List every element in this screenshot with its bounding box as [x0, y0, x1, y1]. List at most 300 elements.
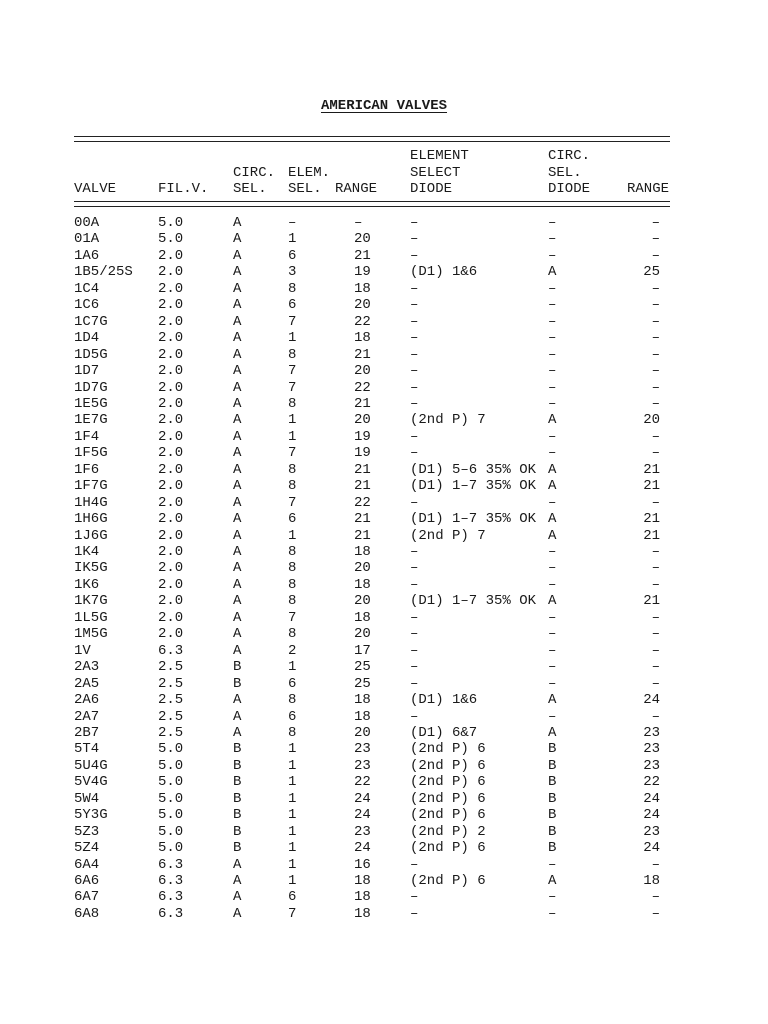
cell-circ-sel-diode: A	[548, 412, 557, 429]
cell-elem-sel: 7	[288, 445, 297, 462]
cell-element-select-diode: (2nd P) 6	[410, 840, 486, 857]
cell-elem-sel: 1	[288, 527, 297, 544]
cell-fil-v: 2.0	[158, 297, 184, 314]
cell-range: 24	[354, 807, 371, 824]
cell-range-2: 24	[643, 807, 660, 824]
cell-range-2: –	[651, 379, 660, 396]
cell-elem-sel: –	[288, 215, 297, 231]
cell-circ-sel: A	[233, 889, 242, 906]
cell-circ-sel: B	[233, 757, 242, 774]
cell-fil-v: 2.0	[158, 511, 184, 528]
cell-circ-sel: A	[233, 297, 242, 314]
cell-elem-sel: 6	[288, 247, 297, 264]
cell-range: 21	[354, 511, 371, 528]
cell-elem-sel: 1	[288, 807, 297, 824]
cell-range: 20	[354, 626, 371, 643]
cell-elem-sel: 1	[288, 856, 297, 873]
cell-circ-sel: A	[233, 428, 242, 445]
cell-circ-sel-diode: A	[548, 461, 557, 478]
cell-fil-v: 6.3	[158, 873, 184, 889]
cell-range: 19	[354, 264, 371, 281]
cell-range-2: –	[651, 905, 660, 922]
cell-elem-sel: 1	[288, 659, 297, 676]
cell-circ-sel: A	[233, 724, 242, 741]
cell-circ-sel: B	[233, 659, 242, 676]
cell-range-2: –	[651, 215, 660, 231]
cell-elem-sel: 8	[288, 461, 297, 478]
cell-circ-sel: A	[233, 264, 242, 281]
cell-elem-sel: 8	[288, 544, 297, 560]
cell-circ-sel-diode: –	[548, 313, 557, 330]
cell-circ-sel-diode: –	[548, 856, 557, 873]
cell-element-select-diode: –	[410, 247, 419, 264]
cell-elem-sel: 7	[288, 494, 297, 511]
cell-range-2: –	[651, 576, 660, 593]
cell-circ-sel-diode: A	[548, 724, 557, 741]
cell-range: 21	[354, 478, 371, 495]
cell-valve: 6A7	[74, 889, 100, 906]
cell-element-select-diode: –	[410, 642, 419, 659]
cell-range-2: 23	[643, 741, 660, 758]
cell-range: 22	[354, 774, 371, 791]
cell-circ-sel: A	[233, 313, 242, 330]
cell-circ-sel: A	[233, 363, 242, 380]
cell-element-select-diode: (2nd P) 6	[410, 790, 486, 807]
cell-fil-v: 2.0	[158, 264, 184, 281]
cell-elem-sel: 8	[288, 560, 297, 577]
cell-element-select-diode: –	[410, 428, 419, 445]
cell-fil-v: 2.0	[158, 544, 184, 560]
cell-range-2: –	[651, 231, 660, 248]
cell-circ-sel-diode: B	[548, 840, 557, 857]
cell-elem-sel: 3	[288, 264, 297, 281]
cell-valve: 1E7G	[74, 412, 108, 429]
header-select: SELECT	[410, 164, 461, 181]
cell-elem-sel: 7	[288, 363, 297, 380]
cell-range-2: –	[651, 494, 660, 511]
cell-valve: 1D7	[74, 363, 100, 380]
cell-fil-v: 2.0	[158, 412, 184, 429]
cell-circ-sel: A	[233, 330, 242, 347]
cell-range-2: –	[651, 280, 660, 297]
cell-circ-sel: A	[233, 576, 242, 593]
cell-elem-sel: 1	[288, 823, 297, 840]
page-title: AMERICAN VALVES	[320, 98, 448, 114]
cell-fil-v: 5.0	[158, 215, 184, 231]
cell-circ-sel-diode: –	[548, 215, 557, 231]
cell-element-select-diode: (D1) 6&7	[410, 724, 478, 741]
cell-elem-sel: 8	[288, 478, 297, 495]
cell-valve: 1D5G	[74, 346, 108, 363]
cell-circ-sel-diode: A	[548, 511, 557, 528]
cell-circ-sel: A	[233, 905, 242, 922]
cell-elem-sel: 7	[288, 905, 297, 922]
cell-circ-sel-diode: B	[548, 741, 557, 758]
cell-range: 20	[354, 412, 371, 429]
cell-range-2: –	[651, 445, 660, 462]
cell-range: 21	[354, 346, 371, 363]
cell-element-select-diode: (D1) 1–7 35% OK	[410, 511, 537, 528]
cell-fil-v: 2.0	[158, 461, 184, 478]
cell-range-2: –	[651, 346, 660, 363]
cell-element-select-diode: –	[410, 560, 419, 577]
cell-circ-sel: A	[233, 494, 242, 511]
cell-fil-v: 2.0	[158, 609, 184, 626]
cell-element-select-diode: (D1) 5–6 35% OK	[410, 461, 537, 478]
cell-valve: 5Z4	[74, 840, 100, 857]
cell-element-select-diode: –	[410, 313, 419, 330]
cell-circ-sel: A	[233, 593, 242, 610]
cell-element-select-diode: –	[410, 395, 419, 412]
cell-elem-sel: 8	[288, 724, 297, 741]
cell-range-2: –	[651, 708, 660, 725]
cell-circ-sel-diode: A	[548, 873, 557, 889]
cell-fil-v: 2.0	[158, 593, 184, 610]
cell-valve: 1C7G	[74, 313, 108, 330]
cell-elem-sel: 1	[288, 412, 297, 429]
cell-fil-v: 2.0	[158, 346, 184, 363]
cell-circ-sel: B	[233, 840, 242, 857]
cell-elem-sel: 1	[288, 330, 297, 347]
cell-circ-sel: A	[233, 247, 242, 264]
cell-range-2: –	[651, 642, 660, 659]
cell-valve: 6A8	[74, 905, 100, 922]
cell-valve: 1D7G	[74, 379, 108, 396]
cell-fil-v: 2.0	[158, 247, 184, 264]
cell-elem-sel: 2	[288, 642, 297, 659]
header-sel-2: SEL.	[288, 181, 322, 197]
cell-elem-sel: 7	[288, 609, 297, 626]
cell-range-2: –	[651, 313, 660, 330]
cell-circ-sel-diode: –	[548, 609, 557, 626]
cell-circ-sel-diode: –	[548, 445, 557, 462]
cell-valve: 1M5G	[74, 626, 108, 643]
cell-circ-sel: B	[233, 807, 242, 824]
cell-range-2: –	[651, 544, 660, 560]
cell-element-select-diode: –	[410, 330, 419, 347]
cell-range-2: 21	[643, 461, 660, 478]
cell-circ-sel-diode: –	[548, 428, 557, 445]
cell-valve: 5T4	[74, 741, 100, 758]
cell-valve: 6A6	[74, 873, 100, 889]
cell-element-select-diode: (D1) 1–7 35% OK	[410, 593, 537, 610]
cell-range-2: 23	[643, 757, 660, 774]
header-filv: FIL.V.	[158, 181, 209, 197]
cell-circ-sel-diode: –	[548, 346, 557, 363]
cell-element-select-diode: –	[410, 494, 419, 511]
cell-circ-sel-diode: –	[548, 642, 557, 659]
cell-fil-v: 2.5	[158, 692, 184, 709]
cell-range: 20	[354, 593, 371, 610]
cell-element-select-diode: (D1) 1&6	[410, 264, 478, 281]
cell-element-select-diode: (2nd P) 7	[410, 527, 486, 544]
cell-circ-sel: A	[233, 461, 242, 478]
header-range: RANGE	[335, 181, 378, 197]
header-element: ELEMENT	[410, 148, 469, 164]
cell-elem-sel: 7	[288, 379, 297, 396]
cell-range: 24	[354, 840, 371, 857]
cell-circ-sel-diode: A	[548, 478, 557, 495]
cell-circ-sel-diode: –	[548, 395, 557, 412]
cell-valve: 2A3	[74, 659, 100, 676]
cell-circ-sel-diode: A	[548, 692, 557, 709]
cell-valve: 1F4	[74, 428, 100, 445]
cell-range: 18	[354, 609, 371, 626]
cell-valve: 6A4	[74, 856, 100, 873]
cell-valve: 5W4	[74, 790, 100, 807]
cell-elem-sel: 7	[288, 313, 297, 330]
cell-elem-sel: 8	[288, 576, 297, 593]
cell-range-2: –	[651, 626, 660, 643]
cell-fil-v: 5.0	[158, 840, 184, 857]
cell-element-select-diode: –	[410, 445, 419, 462]
cell-range: 20	[354, 363, 371, 380]
cell-range-2: –	[651, 330, 660, 347]
cell-range-2: 21	[643, 478, 660, 495]
cell-range: 17	[354, 642, 371, 659]
cell-fil-v: 2.0	[158, 560, 184, 577]
header-diode-2: DIODE	[548, 181, 591, 197]
cell-fil-v: 6.3	[158, 905, 184, 922]
cell-circ-sel: A	[233, 544, 242, 560]
cell-circ-sel: A	[233, 609, 242, 626]
cell-element-select-diode: –	[410, 544, 419, 560]
cell-elem-sel: 1	[288, 774, 297, 791]
cell-circ-sel: A	[233, 856, 242, 873]
cell-circ-sel-diode: –	[548, 905, 557, 922]
cell-circ-sel-diode: –	[548, 247, 557, 264]
cell-range-2: –	[651, 659, 660, 676]
cell-circ-sel: A	[233, 560, 242, 577]
cell-range-2: –	[651, 609, 660, 626]
cell-fil-v: 6.3	[158, 889, 184, 906]
cell-circ-sel-diode: –	[548, 560, 557, 577]
cell-elem-sel: 1	[288, 741, 297, 758]
cell-range: 21	[354, 247, 371, 264]
cell-elem-sel: 8	[288, 626, 297, 643]
cell-element-select-diode: (2nd P) 2	[410, 823, 486, 840]
cell-circ-sel-diode: –	[548, 889, 557, 906]
cell-range: 21	[354, 395, 371, 412]
cell-element-select-diode: –	[410, 280, 419, 297]
cell-elem-sel: 8	[288, 692, 297, 709]
cell-fil-v: 5.0	[158, 757, 184, 774]
cell-element-select-diode: –	[410, 708, 419, 725]
cell-range-2: 23	[643, 823, 660, 840]
cell-range: 19	[354, 428, 371, 445]
cell-valve: 5V4G	[74, 774, 108, 791]
cell-circ-sel-diode: A	[548, 527, 557, 544]
cell-fil-v: 2.0	[158, 379, 184, 396]
cell-range: 20	[354, 724, 371, 741]
cell-elem-sel: 1	[288, 757, 297, 774]
cell-circ-sel-diode: –	[548, 576, 557, 593]
cell-circ-sel-diode: B	[548, 757, 557, 774]
cell-elem-sel: 8	[288, 346, 297, 363]
cell-circ-sel-diode: –	[548, 626, 557, 643]
cell-valve: 2A7	[74, 708, 100, 725]
cell-range-2: 20	[643, 412, 660, 429]
cell-range: 18	[354, 544, 371, 560]
header-valve: VALVE	[74, 181, 117, 197]
cell-range: 18	[354, 692, 371, 709]
cell-circ-sel: A	[233, 215, 242, 231]
cell-circ-sel: B	[233, 823, 242, 840]
cell-fil-v: 5.0	[158, 231, 184, 248]
cell-fil-v: 2.0	[158, 527, 184, 544]
cell-valve: IK5G	[74, 560, 108, 577]
cell-circ-sel-diode: A	[548, 264, 557, 281]
cell-fil-v: 6.3	[158, 856, 184, 873]
cell-circ-sel-diode: –	[548, 659, 557, 676]
cell-elem-sel: 6	[288, 511, 297, 528]
cell-circ-sel-diode: –	[548, 280, 557, 297]
cell-valve: 01A	[74, 231, 100, 248]
cell-fil-v: 2.5	[158, 675, 184, 692]
cell-valve: 2B7	[74, 724, 100, 741]
cell-circ-sel: A	[233, 445, 242, 462]
cell-range: 18	[354, 576, 371, 593]
cell-elem-sel: 8	[288, 280, 297, 297]
cell-range: 18	[354, 330, 371, 347]
cell-element-select-diode: (2nd P) 6	[410, 807, 486, 824]
cell-range-2: –	[651, 247, 660, 264]
cell-valve: 1K4	[74, 544, 100, 560]
cell-circ-sel: A	[233, 346, 242, 363]
cell-circ-sel-diode: A	[548, 593, 557, 610]
cell-element-select-diode: –	[410, 215, 419, 231]
cell-circ-sel: A	[233, 692, 242, 709]
cell-circ-sel: A	[233, 626, 242, 643]
cell-circ-sel: A	[233, 511, 242, 528]
cell-fil-v: 2.5	[158, 708, 184, 725]
cell-element-select-diode: –	[410, 363, 419, 380]
cell-valve: 1F7G	[74, 478, 108, 495]
cell-valve: 1L5G	[74, 609, 108, 626]
cell-range: 22	[354, 494, 371, 511]
header-elem: ELEM.	[288, 164, 331, 181]
cell-range-2: 24	[643, 840, 660, 857]
cell-range: 20	[354, 231, 371, 248]
cell-element-select-diode: –	[410, 379, 419, 396]
cell-range-2: 24	[643, 790, 660, 807]
cell-circ-sel: B	[233, 774, 242, 791]
cell-circ-sel: A	[233, 642, 242, 659]
cell-element-select-diode: –	[410, 889, 419, 906]
cell-circ-sel-diode: –	[548, 379, 557, 396]
cell-valve: 1H4G	[74, 494, 108, 511]
cell-fil-v: 2.0	[158, 330, 184, 347]
cell-element-select-diode: –	[410, 231, 419, 248]
cell-fil-v: 2.0	[158, 626, 184, 643]
cell-element-select-diode: (2nd P) 6	[410, 741, 486, 758]
cell-valve: 1H6G	[74, 511, 108, 528]
cell-range-2: 21	[643, 511, 660, 528]
cell-circ-sel-diode: –	[548, 330, 557, 347]
cell-valve: 1A6	[74, 247, 100, 264]
cell-range-2: 18	[643, 873, 660, 889]
cell-elem-sel: 1	[288, 231, 297, 248]
cell-valve: 1F5G	[74, 445, 108, 462]
cell-circ-sel-diode: B	[548, 807, 557, 824]
cell-elem-sel: 1	[288, 428, 297, 445]
cell-circ-sel: A	[233, 478, 242, 495]
cell-circ-sel: A	[233, 280, 242, 297]
cell-element-select-diode: –	[410, 297, 419, 314]
cell-range: 19	[354, 445, 371, 462]
cell-valve: 1C6	[74, 297, 100, 314]
cell-fil-v: 2.0	[158, 363, 184, 380]
cell-circ-sel: A	[233, 873, 242, 889]
cell-circ-sel: B	[233, 675, 242, 692]
cell-range: 25	[354, 675, 371, 692]
cell-range: 21	[354, 527, 371, 544]
cell-element-select-diode: (2nd P) 6	[410, 774, 486, 791]
cell-valve: 1F6	[74, 461, 100, 478]
cell-element-select-diode: –	[410, 576, 419, 593]
cell-range: 23	[354, 823, 371, 840]
cell-range-2: 25	[643, 264, 660, 281]
cell-fil-v: 2.5	[158, 724, 184, 741]
header-sel-right: SEL.	[548, 164, 582, 181]
cell-range-2: –	[651, 363, 660, 380]
cell-fil-v: 2.0	[158, 395, 184, 412]
cell-circ-sel-diode: B	[548, 790, 557, 807]
cell-range: 18	[354, 873, 371, 889]
cell-valve: 1D4	[74, 330, 100, 347]
cell-range-2: –	[651, 675, 660, 692]
cell-valve: 5Z3	[74, 823, 100, 840]
cell-fil-v: 5.0	[158, 807, 184, 824]
cell-circ-sel: B	[233, 790, 242, 807]
cell-range-2: –	[651, 428, 660, 445]
cell-elem-sel: 6	[288, 675, 297, 692]
cell-valve: 1K7G	[74, 593, 108, 610]
cell-fil-v: 2.0	[158, 576, 184, 593]
cell-range: 18	[354, 889, 371, 906]
cell-range: 24	[354, 790, 371, 807]
cell-circ-sel-diode: –	[548, 363, 557, 380]
cell-elem-sel: 6	[288, 708, 297, 725]
header-range-2: RANGE	[626, 181, 669, 197]
cell-circ-sel: A	[233, 379, 242, 396]
cell-range-2: 21	[643, 593, 660, 610]
cell-valve: 1J6G	[74, 527, 108, 544]
cell-fil-v: 2.0	[158, 478, 184, 495]
cell-elem-sel: 1	[288, 840, 297, 857]
cell-fil-v: 2.0	[158, 313, 184, 330]
cell-fil-v: 2.0	[158, 428, 184, 445]
cell-fil-v: 5.0	[158, 741, 184, 758]
header-sel: SEL.	[233, 181, 267, 197]
cell-fil-v: 2.0	[158, 494, 184, 511]
cell-range-2: 23	[643, 724, 660, 741]
cell-element-select-diode: (2nd P) 7	[410, 412, 486, 429]
cell-valve: 00A	[74, 215, 100, 231]
cell-range: 16	[354, 856, 371, 873]
cell-circ-sel-diode: –	[548, 231, 557, 248]
cell-element-select-diode: –	[410, 856, 419, 873]
cell-element-select-diode: –	[410, 346, 419, 363]
cell-element-select-diode: (D1) 1–7 35% OK	[410, 478, 537, 495]
cell-circ-sel: A	[233, 395, 242, 412]
cell-elem-sel: 8	[288, 593, 297, 610]
cell-valve: 1C4	[74, 280, 100, 297]
cell-elem-sel: 6	[288, 297, 297, 314]
cell-elem-sel: 6	[288, 889, 297, 906]
cell-circ-sel: B	[233, 741, 242, 758]
cell-range: 23	[354, 741, 371, 758]
